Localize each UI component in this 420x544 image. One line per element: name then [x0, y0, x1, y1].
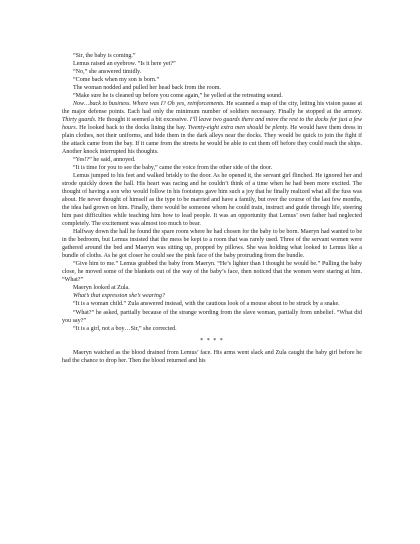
text-run: Lemus jumped to his feet and walked briskly to the door. As he opened it, the servant girl flinched. He ignored her and strode quickly down the hall. His heart was racing and he couldn’t think of a time when he had been more excited. The thought of having a son who would follow in his footsteps gave him such a joy that he finally realized what all the fuss was about. He never thought of himself as the type to be married and have a family, but over the course of the last few months, the idea had grown on him. Finally, there would be someone whom he could train, instruct and guide through life, steering him past difficulties while teaching him how to lead people. It was an opportunity that Lemus’ own father had neglected completely. The excitement was almost too much to bear. — [62, 173, 362, 228]
paragraph — [62, 156, 362, 164]
closing-paragraph: Maeryn watched as the blood drained from Lemus’ face. His arms went slack and Zula caught the baby girl before he had the chance to drop her. Then the blood returned and his — [62, 349, 362, 364]
book-page — [62, 52, 362, 365]
text-run: “No,” she answered timidly. — [73, 69, 142, 76]
text-run: “Yes!?” he said, annoyed. — [73, 157, 136, 164]
text-run: He looked back to the docks lining the bay. — [77, 125, 188, 132]
paragraph — [62, 76, 362, 84]
italic-text: Now…back to business. Where was I? Oh yes, reinforcements. — [73, 101, 225, 108]
paragraph — [62, 52, 362, 60]
italic-text: What’s that expression she’s wearing? — [73, 293, 165, 300]
text-run: He thought it seemed a bit excessive. — [96, 117, 190, 124]
text-run: “Give him to me.” Lemus grabbed the baby from Maeryn. “He’s lighter than I thought he would be.” Pulling the baby close, he moved some of the blankets out of the way of the baby’s face, then noticed that the women were staring at him. “What?” — [62, 261, 362, 284]
paragraph — [62, 300, 362, 308]
italic-text: Thirty guards. — [62, 117, 97, 124]
paragraph — [62, 309, 362, 325]
paragraph — [62, 100, 362, 156]
paragraph — [62, 228, 362, 260]
text-run: He would have them dress in plain clothes, not their uniforms, and hide them in the dark alleys near the docks. They would be quick to join the fight if the attack came from the bay. If it came from the streets he would be able to cut them off before they could reach the ships. Another knock interrupted his thoughts. — [62, 125, 363, 156]
paragraph — [62, 92, 362, 100]
italic-text: Twenty-eight extra men should be plenty. — [187, 125, 289, 132]
text-run: “It is a woman child.” Zula answered instead, with the cautious look of a mouse about to be struck by a snake. — [73, 301, 340, 308]
text-run: The woman nodded and pulled her head back from the room. — [73, 85, 221, 92]
paragraph — [62, 60, 362, 68]
text-run: “Come back when my son is born.” — [73, 77, 160, 84]
paragraph — [62, 164, 362, 172]
text-run: “What?” he asked, partially because of the strange wording from the slave woman, partially from unbelief. “What did you say?” — [62, 309, 362, 324]
italic-text: I’ll leave two guards there and move the rest to the docks for just a few hours. — [62, 117, 362, 132]
text-run: “It is a girl, not a boy…Sir,” she corrected. — [73, 325, 177, 332]
paragraph — [62, 284, 362, 292]
scene-break: * * * * — [200, 337, 224, 344]
text-run: Halfway down the hall he found the spare room where he had chosen for the baby to be born. Maeryn had wanted to be in the bedroom, but Lemus insisted that the mess be kept to a room that was rarely used. Three of the servant women were gathered around the bed and Maeryn was sitting up, propped by pillows. She was holding what looked to Lemus like a bundle of cloths. As he got closer he could see the pink face of the baby protruding from the bundle. — [62, 229, 362, 260]
paragraph — [62, 260, 362, 284]
paragraph — [62, 292, 362, 300]
text-run: He scanned a map of the city, letting his vision pause at the major defense points. Each had only the minimum number of soldiers necessary. Finally he stopped at the armory. — [62, 101, 362, 116]
paragraph — [62, 172, 362, 228]
text-run: “Make sure he is cleaned up before you come again,” he yelled at the retreating sound. — [73, 93, 283, 100]
text-run: Maeryn looked at Zula. — [73, 285, 130, 292]
text-run: “Sir, the baby is coming.” — [73, 53, 136, 59]
body-text — [62, 52, 362, 333]
text-run: Lemus raised an eyebrow. “Is it here yet?” — [73, 61, 176, 68]
text-run: “It is time for you to see the baby,” came the voice from the other side of the door. — [73, 165, 273, 172]
paragraph — [62, 84, 362, 92]
paragraph — [62, 68, 362, 76]
paragraph — [62, 325, 362, 333]
